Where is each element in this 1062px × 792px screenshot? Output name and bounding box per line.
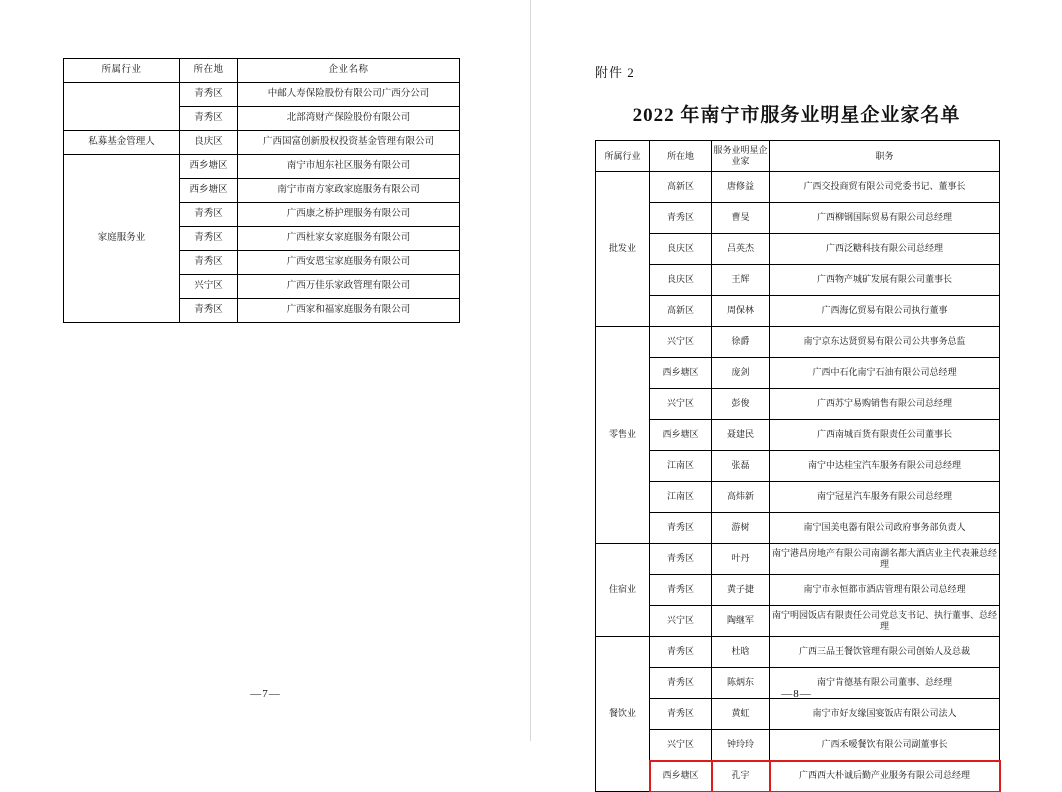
table-row — [596, 606, 1000, 637]
cell-industry: 住宿业 — [596, 544, 650, 637]
cell-industry: 批发业 — [596, 172, 650, 327]
cell-enterprise-name: 中邮人寿保险股份有限公司广西分公司 — [238, 83, 460, 107]
cell-enterprise-name: 南宁市南方家政家庭服务有限公司 — [238, 179, 460, 203]
cell-post: 广西西大朴诚后勤产业服务有限公司总经理 — [770, 761, 1000, 792]
cell-location: 西乡塘区 — [180, 179, 238, 203]
cell-person: 聂建民 — [712, 420, 770, 451]
attachment-label: 附件 2 — [595, 65, 635, 80]
cell-post: 南宁中达桂宝汽车服务有限公司总经理 — [770, 451, 1000, 482]
table-row — [596, 358, 1000, 389]
cell-enterprise-name: 广西康之桥护理服务有限公司 — [238, 203, 460, 227]
table-row — [596, 327, 1000, 358]
cell-post: 南宁市好友缘国宴饭店有限公司法人 — [770, 699, 1000, 730]
cell-enterprise-name: 广西万佳乐家政管理有限公司 — [238, 275, 460, 299]
cell-person: 杜晗 — [712, 637, 770, 668]
table-row — [596, 513, 1000, 544]
column-header-location: 所在地 — [180, 59, 238, 83]
cell-location: 青秀区 — [650, 575, 712, 606]
table-row — [64, 131, 460, 155]
cell-location: 西乡塘区 — [650, 420, 712, 451]
page-number-right: —8— — [781, 688, 812, 700]
cell-post: 南宁冠星汽车服务有限公司总经理 — [770, 482, 1000, 513]
cell-post: 广西物产城矿发展有限公司董事长 — [770, 265, 1000, 296]
table-row — [596, 172, 1000, 203]
column-header-post: 职务 — [770, 141, 1000, 172]
cell-post: 南宁肯德基有限公司董事、总经理 — [770, 668, 1000, 699]
cell-location: 青秀区 — [180, 227, 238, 251]
cell-location: 高新区 — [650, 172, 712, 203]
cell-person: 孔宇 — [712, 761, 770, 792]
cell-post: 广西泛糖科技有限公司总经理 — [770, 234, 1000, 265]
cell-location: 兴宁区 — [180, 275, 238, 299]
cell-location: 良庆区 — [180, 131, 238, 155]
cell-person: 唐修益 — [712, 172, 770, 203]
cell-location: 兴宁区 — [650, 327, 712, 358]
table-row — [596, 637, 1000, 668]
cell-location: 西乡塘区 — [180, 155, 238, 179]
cell-enterprise-name: 广西家和福家庭服务有限公司 — [238, 299, 460, 323]
cell-person: 彭俊 — [712, 389, 770, 420]
left-enterprise-table-wrapper — [63, 58, 460, 323]
cell-location: 青秀区 — [180, 83, 238, 107]
cell-person: 钟玲玲 — [712, 730, 770, 761]
table-row — [64, 83, 460, 107]
cell-enterprise-name: 广西国富创新股权投资基金管理有限公司 — [238, 131, 460, 155]
table-row — [596, 203, 1000, 234]
page-title: 2022 年南宁市服务业明星企业家名单 — [632, 105, 961, 126]
table-row — [596, 420, 1000, 451]
cell-post: 广西海亿贸易有限公司执行董事 — [770, 296, 1000, 327]
cell-location: 青秀区 — [180, 107, 238, 131]
cell-enterprise-name: 北部湾财产保险股份有限公司 — [238, 107, 460, 131]
page-number-left: —7— — [250, 688, 281, 700]
cell-enterprise-name: 广西安恩宝家庭服务有限公司 — [238, 251, 460, 275]
cell-post: 广西交投商贸有限公司党委书记、董事长 — [770, 172, 1000, 203]
table-row — [596, 389, 1000, 420]
cell-location: 高新区 — [650, 296, 712, 327]
cell-person: 游树 — [712, 513, 770, 544]
table-header-row — [596, 141, 1000, 172]
cell-post: 广西南城百货有限责任公司董事长 — [770, 420, 1000, 451]
cell-person: 高炜新 — [712, 482, 770, 513]
cell-post: 南宁京东达贤贸易有限公司公共事务总监 — [770, 327, 1000, 358]
left-page — [0, 0, 531, 741]
cell-post: 广西柳钢国际贸易有限公司总经理 — [770, 203, 1000, 234]
table-row — [596, 699, 1000, 730]
cell-location: 江南区 — [650, 482, 712, 513]
cell-industry: 零售业 — [596, 327, 650, 544]
cell-location: 青秀区 — [650, 513, 712, 544]
left-enterprise-table — [63, 58, 460, 323]
cell-person: 黄虹 — [712, 699, 770, 730]
table-row — [596, 544, 1000, 575]
cell-post: 南宁明园饭店有限责任公司党总支书记、执行董事、总经理 — [770, 606, 1000, 637]
cell-industry: 家庭服务业 — [64, 155, 180, 323]
cell-post: 广西三品王餐饮管理有限公司创始人及总裁 — [770, 637, 1000, 668]
column-header-industry: 所属行业 — [64, 59, 180, 83]
cell-location: 西乡塘区 — [650, 358, 712, 389]
cell-location: 青秀区 — [180, 203, 238, 227]
cell-location: 青秀区 — [650, 203, 712, 234]
cell-person: 黄子捷 — [712, 575, 770, 606]
cell-location: 青秀区 — [650, 699, 712, 730]
cell-post: 南宁国美电器有限公司政府事务部负责人 — [770, 513, 1000, 544]
cell-post: 广西苏宁易购销售有限公司总经理 — [770, 389, 1000, 420]
cell-location: 青秀区 — [650, 544, 712, 575]
cell-person: 徐爵 — [712, 327, 770, 358]
cell-person: 周保林 — [712, 296, 770, 327]
cell-person: 曹旻 — [712, 203, 770, 234]
table-row — [596, 575, 1000, 606]
cell-location: 青秀区 — [650, 637, 712, 668]
cell-person: 王辉 — [712, 265, 770, 296]
right-page — [531, 0, 1062, 781]
cell-location: 良庆区 — [650, 265, 712, 296]
cell-person: 庞剑 — [712, 358, 770, 389]
table-row — [596, 451, 1000, 482]
cell-industry: 餐饮业 — [596, 637, 650, 792]
cell-location: 西乡塘区 — [650, 761, 712, 792]
cell-person: 吕英杰 — [712, 234, 770, 265]
cell-post: 南宁市永恒都市酒店管理有限公司总经理 — [770, 575, 1000, 606]
table-row — [64, 155, 460, 179]
table-row — [596, 296, 1000, 327]
table-row — [596, 265, 1000, 296]
column-header-star-entrepreneur: 服务业明星企业家 — [712, 141, 770, 172]
cell-enterprise-name: 广西杜家女家庭服务有限公司 — [238, 227, 460, 251]
cell-person: 陶继军 — [712, 606, 770, 637]
cell-location: 兴宁区 — [650, 730, 712, 761]
column-header-location: 所在地 — [650, 141, 712, 172]
cell-person: 陈炳东 — [712, 668, 770, 699]
cell-industry — [64, 83, 180, 131]
cell-enterprise-name: 南宁市旭东社区服务有限公司 — [238, 155, 460, 179]
column-header-enterprise-name: 企业名称 — [238, 59, 460, 83]
table-row — [596, 730, 1000, 761]
cell-location: 江南区 — [650, 451, 712, 482]
cell-location: 兴宁区 — [650, 606, 712, 637]
table-header-row — [64, 59, 460, 83]
column-header-industry: 所属行业 — [596, 141, 650, 172]
cell-post: 广西中石化南宁石油有限公司总经理 — [770, 358, 1000, 389]
table-row-highlighted — [596, 761, 1000, 792]
table-row — [596, 234, 1000, 265]
cell-post: 南宁港昌房地产有限公司南湖名都大酒店业主代表兼总经理 — [770, 544, 1000, 575]
cell-person: 叶丹 — [712, 544, 770, 575]
cell-location: 青秀区 — [650, 668, 712, 699]
cell-location: 兴宁区 — [650, 389, 712, 420]
cell-industry: 私募基金管理人 — [64, 131, 180, 155]
cell-location: 青秀区 — [180, 251, 238, 275]
table-row — [596, 482, 1000, 513]
cell-location: 青秀区 — [180, 299, 238, 323]
cell-location: 良庆区 — [650, 234, 712, 265]
cell-person: 张磊 — [712, 451, 770, 482]
cell-post: 广西禾嗳餐饮有限公司副董事长 — [770, 730, 1000, 761]
